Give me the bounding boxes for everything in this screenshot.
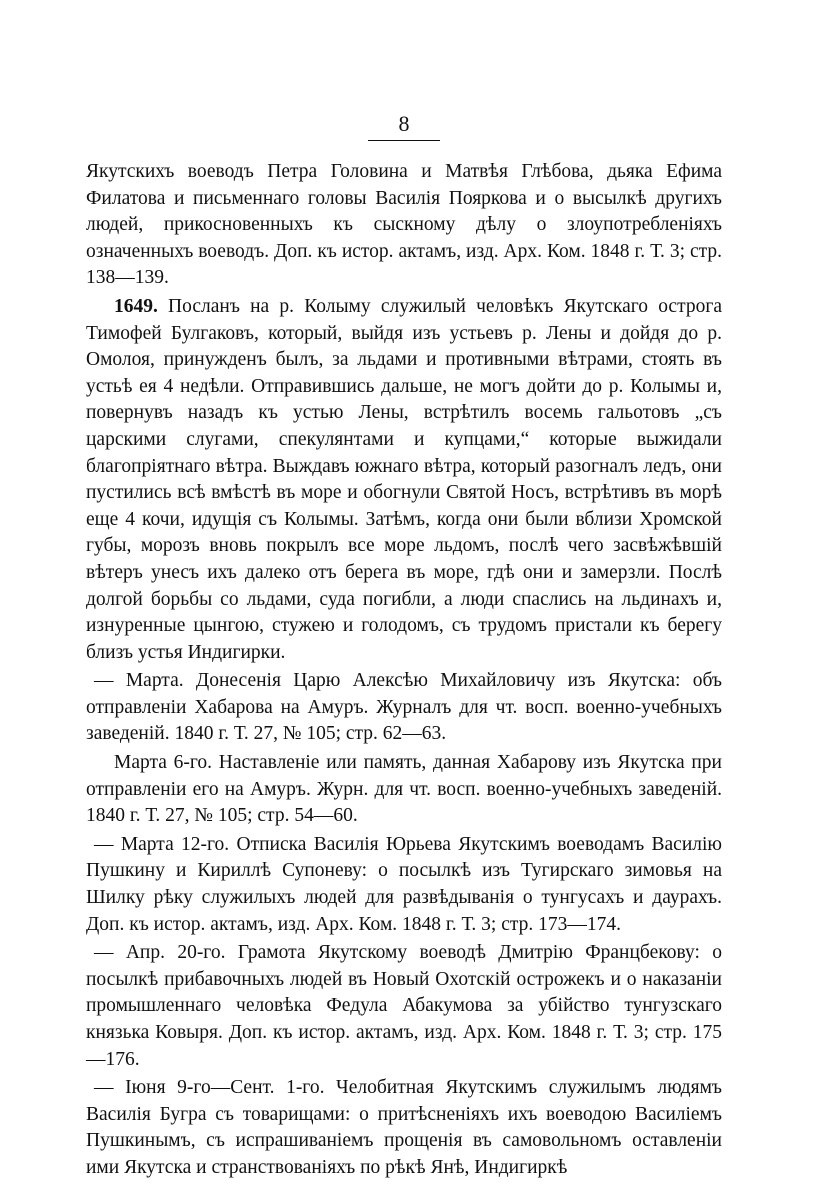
paragraph-2 <box>86 294 722 666</box>
document-page <box>86 110 722 1184</box>
paragraph-text: — Марта. Донесенія Царю Алексѣю Михайловичу изъ Якутска: объ отправленіи Хабарова на Амуръ. Журналъ для чт. восп. военно-учебныхъ заведеній. 1840 г. Т. 27, № 105; стр. 62—63. <box>86 670 722 745</box>
paragraph-3 <box>86 668 722 748</box>
page-number: 8 <box>398 111 410 136</box>
paragraph-text: Якутскихъ воеводъ Петра Головина и Матвѣя Глѣбова, дьяка Ефима Филатова и письменнаго головы Василія Пояркова и о высылкѣ другихъ людей, прикосновенныхъ къ сыскному дѣлу о злоупотребленіяхъ означенныхъ воеводъ. Доп. къ истор. актамъ, изд. Арх. Ком. 1848 г. Т. 3; стр. 138—139. <box>86 161 722 289</box>
paragraph-7 <box>86 1075 722 1181</box>
paragraph-text: Посланъ на р. Колыму служилый человѣкъ Якутскаго острога Тимофей Булгаковъ, который, выйдя изъ устьевъ р. Лены и дойдя до р. Омолоя, принужденъ былъ, за льдами и противными вѣтрами, стоять въ устьѣ ея 4 недѣли. Отправившись дальше, не могъ дойти до р. Колымы и, повернувъ назадъ къ устью Лены, встрѣтилъ восемь гальотовъ „съ царскими слугами, спекулянтами и купцами,“ которые выжидали благопріятнаго вѣтра. Выждавъ южнаго вѣтра, который разогналъ ледъ, они пустились всѣ вмѣстѣ въ море и обогнули Святой Носъ, встрѣтивъ въ морѣ еще 4 кочи, идущія съ Колымы. Затѣмъ, когда они были вблизи Хромской губы, морозъ вновь покрылъ все море льдомъ, послѣ чего засвѣжѣвшій вѣтеръ унесъ ихъ далеко отъ берега въ море, гдѣ они и замерзли. Послѣ долгой борьбы со льдами, суда погибли, а люди спаслись на льдинахъ и, изнуренные цынгою, стужею и голодомъ, съ трудомъ пристали къ берегу близъ устья Индигирки. <box>86 295 722 663</box>
paragraph-text: Марта 6-го. Наставленіе или память, данная Хабарову изъ Якутска при отправленіи его на Амуръ. Журн. для чт. восп. военно-учебныхъ заведеній. 1840 г. Т. 27, № 105; стр. 54—60. <box>86 752 722 827</box>
paragraph-text: — Апр. 20-го. Грамота Якутскому воеводѣ Дмитрію Францбекову: о посылкѣ прибавочныхъ людей въ Новый Охотскій острожекъ и о наказаніи промышленнаго человѣка Федула Абакумова за убійство тунгузскаго князька Ковыря. Доп. къ истор. актамъ, изд. Арх. Ком. 1848 г. Т. 3; стр. 175—176. <box>86 942 722 1070</box>
year-heading: 1649. <box>114 295 158 317</box>
header-rule <box>368 140 440 141</box>
paragraph-4 <box>86 750 722 830</box>
paragraph-text: — Іюня 9-го—Сент. 1-го. Челобитная Якутскимъ служилымъ людямъ Василія Бугра съ товарищами: о притѣсненіяхъ ихъ воеводою Василіемъ Пушкинымъ, съ испрашиваніемъ прощенія въ самовольномъ оставленіи ими Якутска и странствованіяхъ по рѣкѣ Янѣ, Индигиркѣ <box>86 1077 722 1178</box>
paragraph-6 <box>86 940 722 1073</box>
paragraph-text: — Марта 12-го. Отписка Василія Юрьева Якутскимъ воеводамъ Василію Пушкину и Кириллѣ Супоневу: о посылкѣ изъ Тугирскаго зимовья на Шилку рѣку служилыхъ людей для развѣдыванія о тунгусахъ и даурахъ. Доп. къ истор. актамъ, изд. Арх. Ком. 1848 г. Т. 3; стр. 173—174. <box>86 833 722 935</box>
paragraph-1 <box>86 159 722 292</box>
paragraph-5 <box>86 832 722 938</box>
